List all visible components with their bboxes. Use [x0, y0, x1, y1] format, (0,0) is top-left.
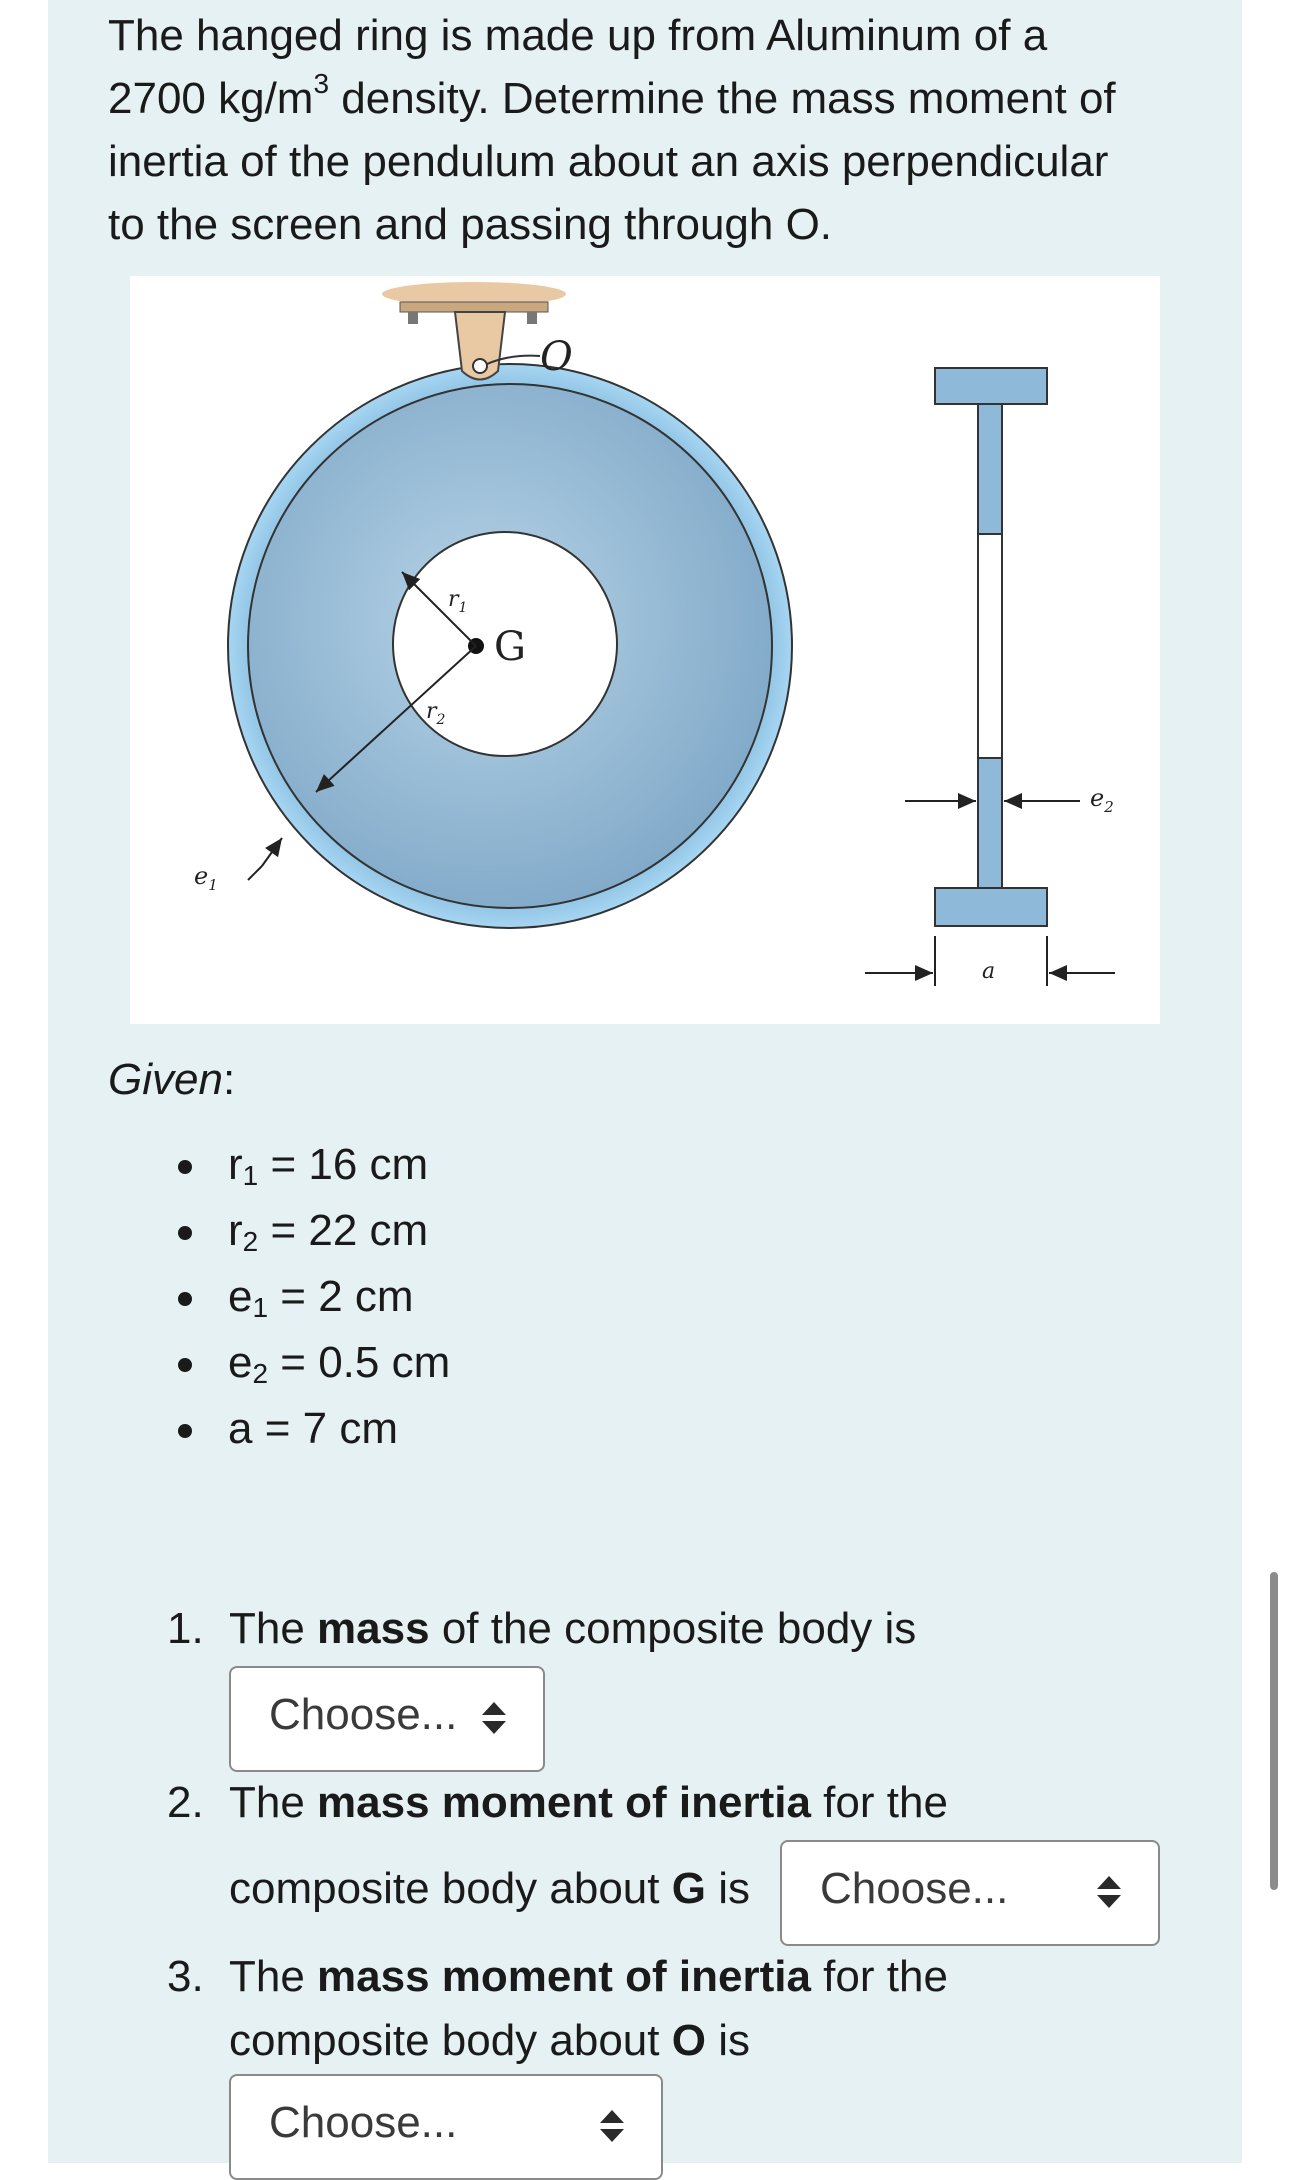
question-3: 3. The mass moment of inertia for the — [167, 1952, 948, 2001]
label-r1: $r_1$ — [448, 587, 468, 616]
hanger-bracket — [382, 282, 573, 380]
given-item-r1: $r_1 = 16$ cm — [166, 1132, 450, 1198]
label-O: O — [540, 334, 573, 380]
mass-select[interactable]: Choose... — [229, 1666, 545, 1772]
label-e1: $e_1$ — [194, 862, 218, 894]
given-list — [166, 1132, 450, 1462]
pendulum-figure — [130, 276, 1160, 1024]
inertia-o-select[interactable]: Choose... — [229, 2074, 663, 2180]
given-item-a: a = 7 cm — [166, 1396, 450, 1462]
question-2-line2: composite body about G is — [229, 1864, 750, 1913]
given-item-r2: $r_2 = 22$ cm — [166, 1198, 450, 1264]
pendulum-diagram — [130, 276, 1160, 1024]
question-text: The hanged ring is made up from Aluminum of a 2700 $kg/m^3$ density. Determine the mass moment of inertia of the pendulum about an axis perpendicular to the screen and passing through O. — [108, 11, 1116, 249]
scrollbar[interactable] — [1270, 1572, 1278, 1890]
given-item-e1: $e_1 = 2$ cm — [166, 1264, 450, 1330]
select-arrows-icon — [597, 2104, 627, 2148]
given-item-e2: $e_2 = 0.5$ cm — [166, 1330, 450, 1396]
question-1: 1. The mass of the composite body is — [167, 1604, 917, 1653]
inertia-g-select[interactable]: Choose... — [780, 1840, 1160, 1946]
given-heading: Given: — [108, 1055, 236, 1104]
question-2: 2. The mass moment of inertia for the — [167, 1778, 948, 1827]
label-r2: $r_2$ — [426, 699, 446, 728]
question-3-line2: composite body about O is — [229, 2016, 750, 2065]
select-arrows-icon — [1094, 1870, 1124, 1914]
label-a: a — [982, 959, 996, 984]
select-arrows-icon — [479, 1696, 509, 1740]
label-e2: $e_2$ — [1090, 784, 1114, 816]
side-view-section — [865, 368, 1115, 986]
label-G: G — [494, 624, 526, 670]
